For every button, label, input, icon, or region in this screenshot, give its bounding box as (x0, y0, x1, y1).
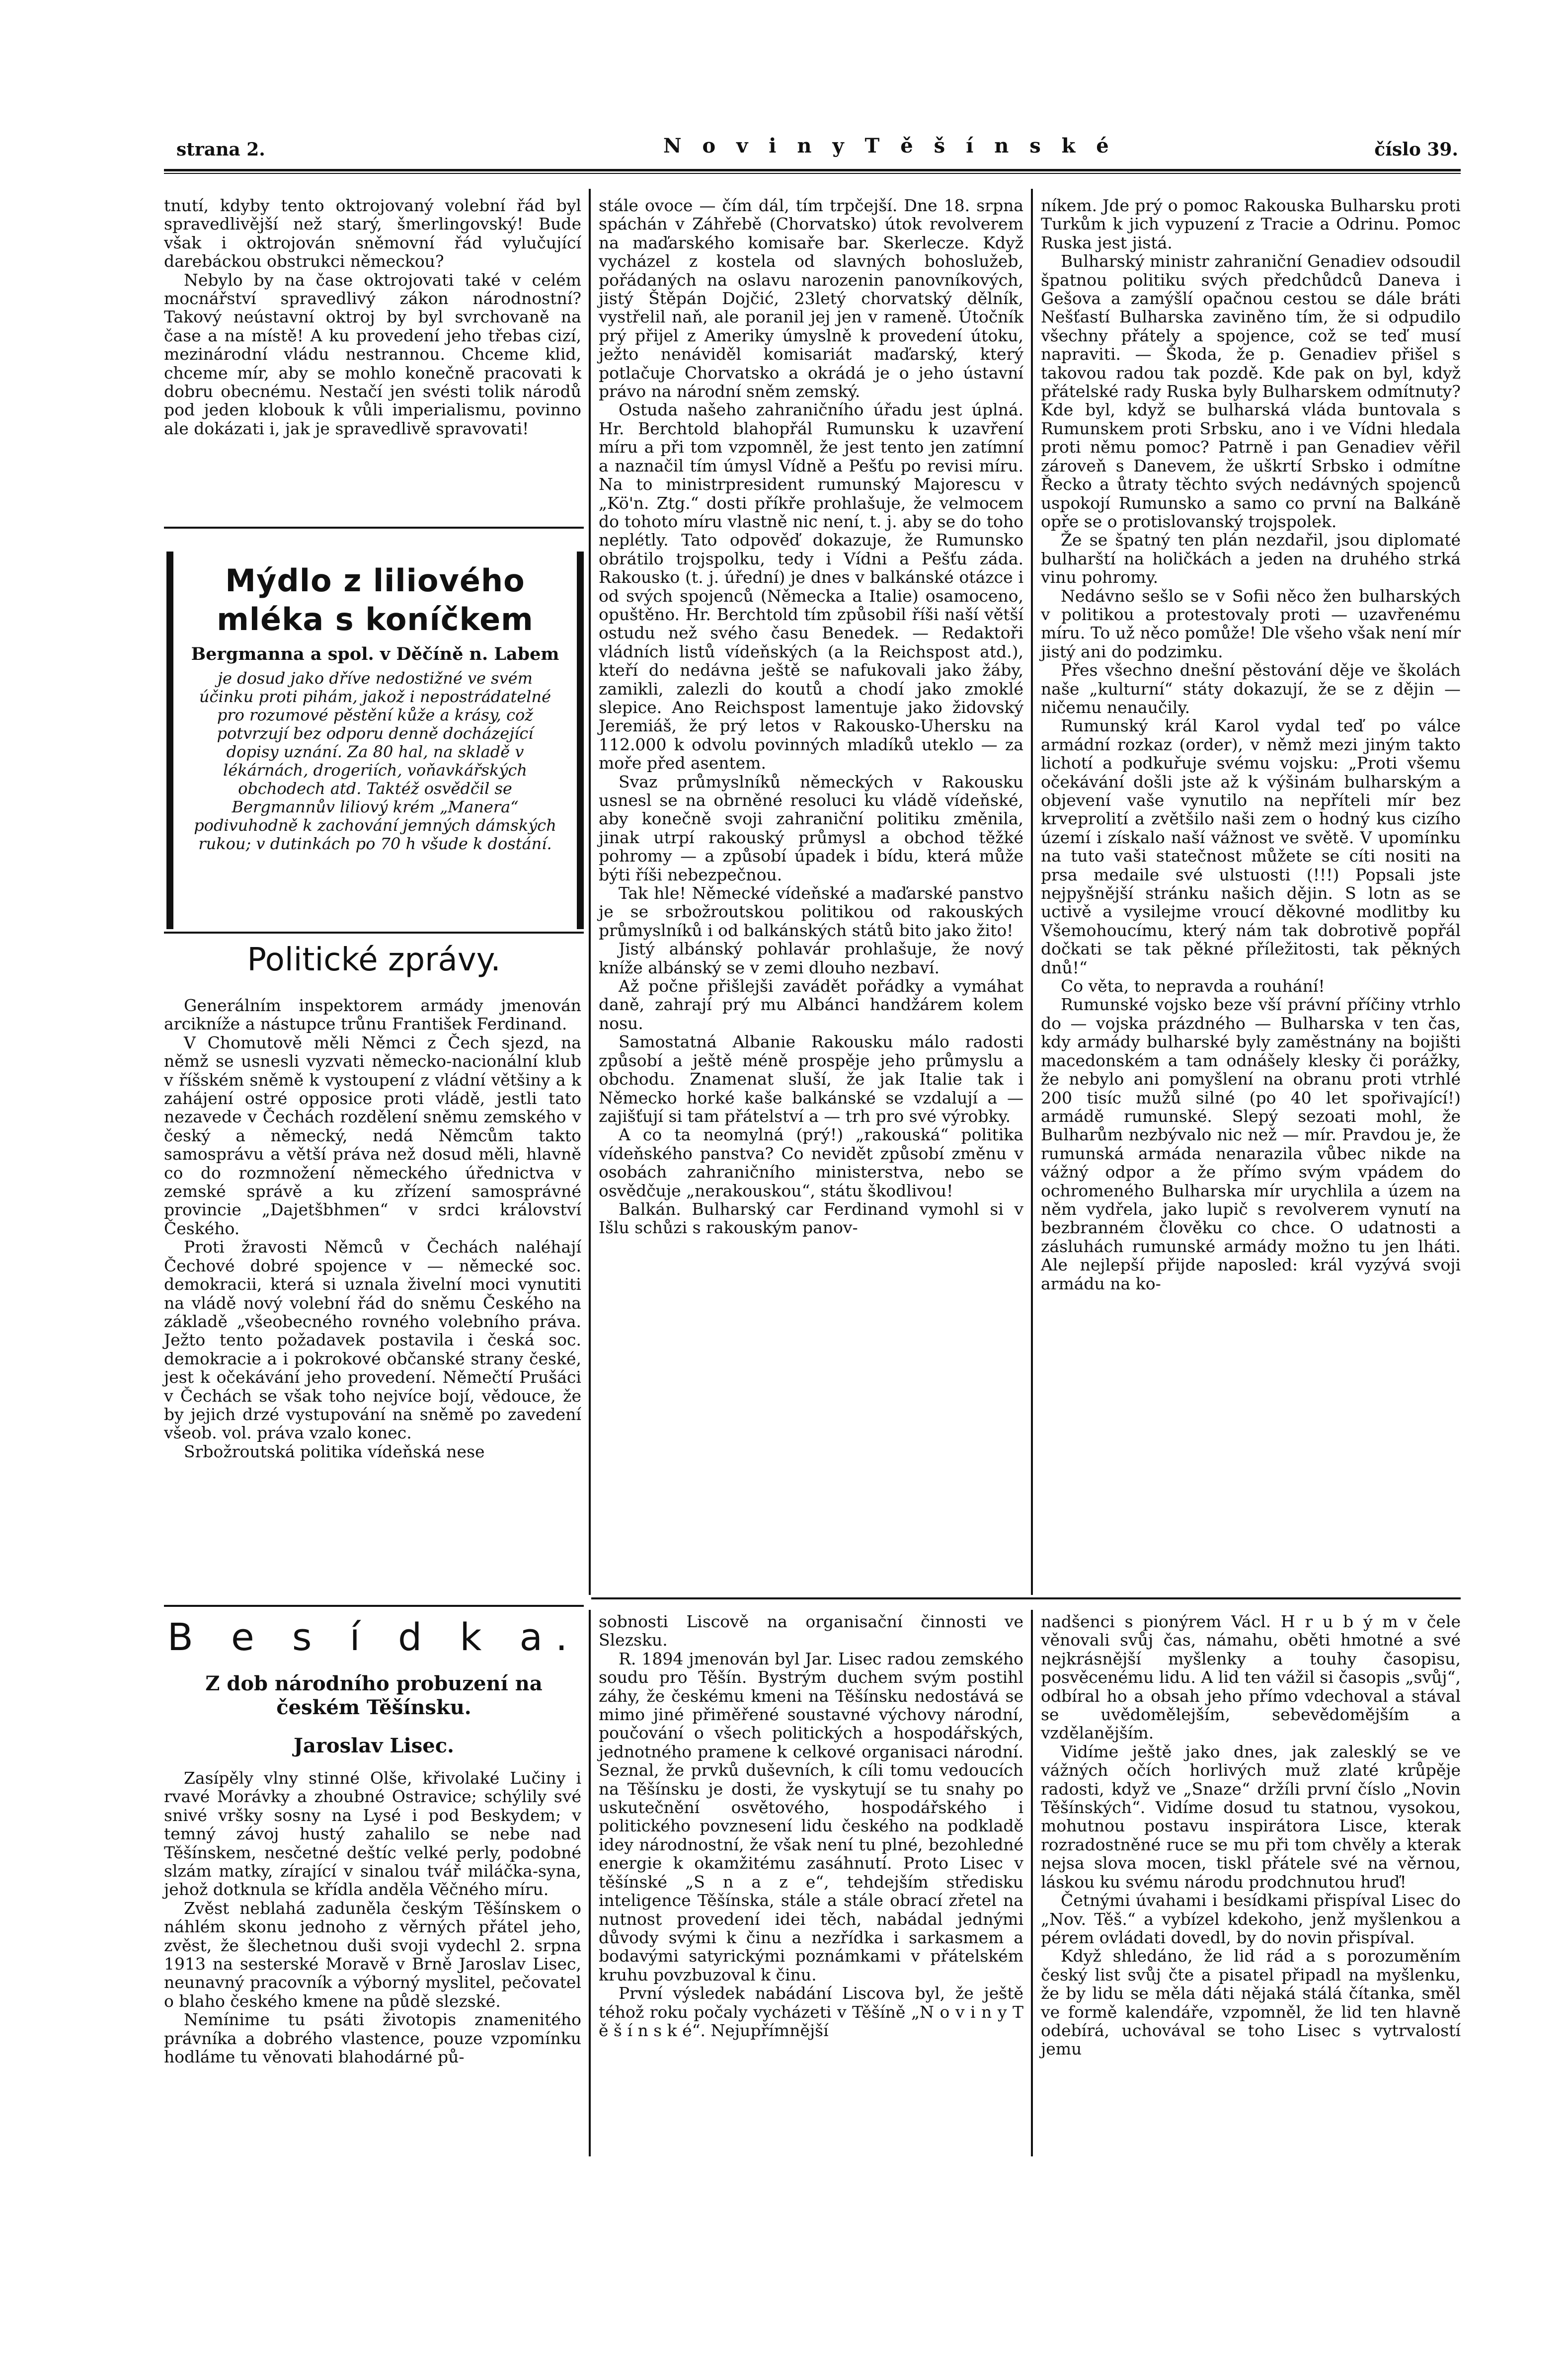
column-3-top (1041, 196, 1461, 1293)
column-separator (589, 189, 591, 1595)
column-3-besidka (1041, 1612, 1461, 2059)
ad-rule-top (164, 527, 584, 529)
ad-maker: Bergmanna a spol. v Děčíně n. Labem (191, 644, 559, 664)
paragraph: Rumunský král Karol vydal teď po válce armádní rozkaz (order), v němž mezi jiným takto lichotí a podkuřuje svému vojsku: „Proti všemu očekávání došli jste až k výšinám bulharským a objevení vaše vynutilo na nepříteli mír bez krveprolití a zvětšilo naši zem o hodný kus cizího území i získalo naší vážnost ve světě. V upomínku na tuto vaši statečnost můžete se cíti nositi na prsa medaile své ulstuosti (!!!) Popsali jste nejpyšnější stránku našich dějin. S lotn as se uctivě a vysilejme vroucí děkovné modlitby ku Všemohoucímu, který nám tak dobrotivě popřál dočkati se tak pěkné příležitosti, tak pěkných dnů!“ (1041, 716, 1461, 977)
paragraph: Nebylo by na čase oktrojovati také v celém mocnářství spravedlivý zákon národnostní? Takový neústavní oktroj by byl svrchovaně na čase a na místě! A ku provedení jeho třebas cizí, mezinárodní vládu nestrannou. Chceme klid, chceme mír, aby se mohlo konečně pracovati k dobru obecnému. Nestačí jen svésti tolik národů pod jeden klobouk k vůli imperialismu, povinno ale dokázati i, jak je spravedlivě spravovati! (164, 270, 581, 438)
paragraph: Vidíme ještě jako dnes, jak zalesklý se ve vážných očích horlivých muž zlaté krůpěje radosti, když ve „Snaze“ držíli první číslo „Novin Těšínských“. Vidíme dosud tu statnou, vysokou, mohutnou postavu inspirátora Lisce, kterak rozradostněné ruce se mu při tom chvěly a kterak nejsa slova mocen, tiskl přátele své na věrnou, láskou ku svému národu prodchnutou hruď! (1041, 1742, 1461, 1892)
paragraph: Že se špatný ten plán nezdařil, jsou diplomaté bulharští na holičkách a jeden na druhého strká vinu pohromy. (1041, 530, 1461, 587)
paragraph: Srbožroutská politika vídeňská nese (184, 1441, 485, 1461)
column-separator (589, 1610, 591, 2156)
paragraph: Zvěst neblahá zaduněla českým Těšínskem o náhlém skonu jednoho z věrných přátel jeho, zvěst, že šlechetnou duši svoji vydechl 2. srpna 1913 na sesterské Moravě v Brně Jaroslav Lisec, neunavný pracovník a výborný myslitel, pečovatel o blaho českého kmene na půdě slezské. (164, 1898, 581, 2011)
column-1-politics (164, 996, 581, 1461)
paragraph: stále ovoce — čím dál, tím trpčejší. Dne 18. srpna spáchán v Záhřebě (Chorvatsko) útok revolverem na maďarského komisaře bar. Skerlecze. Když vycházel z kostela od slavných bohoslužeb, pořádaných na oslavu narozenin panovníkových, jistý Štěpán Dojčić, 23letý chorvatský dělník, vystřelil naň, ale poranil jej jen v rameně. Útočník prý přijel z Ameriky úmyslně k provedení útoku, ježto nenáviděl komisariát maďarský, který potlačuje Chorvatsko a okrádá je o jeho ústavní právo na národní sněm zemský. (599, 196, 1023, 401)
paragraph: Zasípěly vlny stinné Olše, křivolaké Lučiny i rvavé Morávky a zhoubné Ostravice; schýlily své snivé vršky sosny na Lysé i pod Beskydem; v temný závoj hustý zahalilo se nebe nad Těšínskem, nesčetné deštíc velké perly, podobné slzám matky, zírající v sinalou tvář miláčka-syna, jehož dotknula se křídla anděla Věčného míru. (164, 1768, 581, 1900)
advertisement (166, 552, 584, 929)
header-rule-thin (164, 173, 1461, 174)
ad-text: je dosud jako dříve nedostižné ve svém účinku proti pihám, jakož i nepostrádatelné pro rozumové pěstění kůže a krásy, což potvrzují bez odporu denně docházející dopisy uznání. Za 80 hal, na skladě v lékárnách, drogeriích, voňavkářských obchodech atd. Taktéž osvědčil se Bergmannův liliový krém „Manera“ podivuhodně k zachování jemných dámských rukou; v dutinkách po 70 h všude k dostání. (194, 669, 556, 853)
paragraph: Samostatná Albanie Rakousku málo radosti způsobí a ještě méně prospěje jeho průmyslu a obchodu. Znamenat sluší, že jak Italie tak i Německo horké kaše balkánské se vzdalují a — zajišťují si tam přátelství a — trh pro své výrobky. (599, 1032, 1023, 1126)
paragraph: Proti žravosti Němců v Čechách naléhají Čechové dobré spojence v — německé soc. demokracii, která si uznala živelní moci vynutiti na vládě nový volební řád do sněmu Českého na základě „všeobecného rovného volebního práva. Ježto tento požadavek postavila i česká soc. demokracie a i pokrokové občanské strany české, jest k očekávání jeho provedení. Němečtí Prušáci v Čechách se však toho nejvíce bojí, vědouce, že by jejich drzé vystupování na sněmě po zavedení všeob. vol. práva vzalo konec. (164, 1237, 581, 1443)
paragraph: Četnými úvahami i besídkami přispíval Lisec do „Nov. Těš.“ a vybízel kdekoho, jenž myšlenkou a pérem ovládati dovedl, by do novin přispíval. (1041, 1891, 1461, 1947)
paragraph: A co ta neomylná (prý!) „rakouská“ politika vídeňského panstva? Co nevidět způsobí změnu v osobách zahraničního ministerstva, nebo se osvědčuje „nerakouskou“, státu škodlivou! (599, 1125, 1023, 1200)
paragraph: Co věta, to nepravda a rouhání! (1061, 976, 1325, 996)
header-rule (164, 169, 1461, 171)
paragraph: sobnosti Liscově na organisační činnosti ve Slezsku. (599, 1612, 1023, 1650)
article-title: Z dob národního probuzení na českém Těšínsku. (205, 1672, 543, 1719)
paragraph: Generálním inspektorem armády jmenován arcikníže a nástupce trůnu František Ferdinand. (164, 996, 581, 1034)
ad-title: Mýdlo z liliového mléka s koníčkem (217, 562, 534, 637)
paragraph: Nemínime tu psáti životopis znamenitého právníka a dobrého vlastence, pouze vzpomínku hodláme tu věnovati blahodárné pů- (164, 2010, 581, 2067)
article-author: Jaroslav Lisec. (294, 1734, 454, 1757)
page-number: strana 2. (176, 139, 265, 160)
column-separator (1031, 189, 1033, 1595)
column-separator (1031, 1610, 1033, 2156)
paragraph: Balkán. Bulharský car Ferdinand vymohl si v Išlu schůzi s rakouským panov- (599, 1199, 1023, 1238)
paragraph: nadšenci s pionýrem Václ. H r u b ý m v čele věnovali svůj čas, námahu, oběti hmotné a své nejkrásnější myšlenky a touhy časopisu, posvěcenému lidu. A lid ten vážil si časopis „svůj“, odbíral ho a obsah jeho přímo vdechoval a stával se uvědomělejším, sebevědomějším a vzdělanějším. (1041, 1612, 1461, 1743)
paragraph: Přes všechno dnešní pěstování děje ve školách naše „kulturní“ státy dokazují, že se z dějin — ničemu nenaučily. (1041, 660, 1461, 717)
paragraph: Ostuda našeho zahraničního úřadu jest úplná. Hr. Berchtold blahopřál Rumunsku k uzavření míru a při tom vzpomněl, že jest tento jen zatímní a naznačil tím úmysl Vídně a Pešťu po revisi míru. Na to ministrpresident rumunský Majorescu v „Kö'n. Ztg.“ dosti příkře prohlašuje, že velmocem do tohoto míru vlastně nic není, t. j. aby se do toho neplétly. Tato odpověď dokazuje, že Rumunsko obrátilo trojspolku, tedy i Vídni a Pešťu záda. Rakousko (t. j. úřední) je dnes v balkánské otázce i od svých spojenců (Německa a Italie) osamoceno, opuštěno. Hr. Berchtold tím způsobil říši naší větší ostudu než svého času Benedek. — Redaktoři vládních listů vídeňských (a la Reichspost atd.), kteří do nedávna ještě se nafukovali jako žáby, zamikli, zalezli do koutů a chodí jako zmoklé slepice. Ano Reichspost lamentuje jako židovský Jeremiáš, že prý letos v Rakousko-Uhersku na 112.000 k odvolu povinných mladíků uteklo — za moře před asentem. (599, 400, 1023, 773)
paragraph: Když shledáno, že lid rád a s porozuměním český list svůj čte a pisatel připadl na myšlenku, že by lidu se měla dáti nějaká stálá čítanka, směl ve formě kalendáře, vzpomněl, že lid ten hlavně odebírá, uchovával se toho Lisec s vytrvalostí jemu (1041, 1946, 1461, 2059)
paragraph: Až počne přišlejši zavádět pořádky a vymáhat daně, zahrají prý mu Albánci handžárem kolem nosu. (599, 976, 1023, 1033)
page-header (176, 134, 1458, 164)
besidka-title: B e s í d k a. (167, 1615, 581, 1659)
paragraph: Svaz průmyslníků německých v Rakousku usnesl se na obrněné resoluci ku vládě vídeňské, aby konečně svoji zahraniční politiku změnila, jinak utrpí rakouský průmysl a obchod těžké pohromy — a způsobí úpadek i bídu, která může býti říši nebezpečnou. (599, 772, 1023, 884)
column-1-top (164, 196, 581, 438)
paragraph: Bulharský ministr zahraniční Genadiev odsoudil špatnou politiku svých předchůdců Daneva i Gešova a zamýšlí opačnou cestou se dále bráti Nešťastí Bulharska zaviněno tím, že si odpudilo všechny přátely a spojence, což se teď musí napraviti. — Škoda, že p. Genadiev přišel s takovou radou tak pozdě. Kde pak on byl, když přátelské rady Ruska byly Bulharskem odmítnuty? Kde byl, když se bulharská vláda buntovala s Rumunskem proti Srbsku, ano i ve Vídni hledala proti němu pomoc? Patrně i pan Genadiev věřil zároveň s Danevem, že uškrtí Srbsko i odmítne Řecko a ůtraty těchto svých nedávných spojenců uspokojí Rumunsko a samo co první na Balkáně opře se o protislovanský trojspolek. (1041, 251, 1461, 531)
paragraph: V Chomutově měli Němci z Čech sjezd, na němž se usnesli vyzvati německo-nacionální klub v říšském sněmě k vystoupení z vládní většiny a k zahájení ostré opposice proti vládě, jestli tato nezavede v Čechách rozdělení sněmu zemského v český a německý, nedá Němcům takto samosprávu a větší práva než dosud měli, hlavně co do rozmnožení německého úřednictva v zemské správě a ku zřízení samosprávné provincie „Dajetšbhmen“ v srdci království Českého. (164, 1032, 581, 1238)
paragraph: První výsledek nabádání Liscova byl, že ještě téhož roku počaly vycházeti v Těšíně „N o v i n y T ě š í n s k é“. Nejupřímnější (599, 1983, 1023, 2040)
column-2-top (599, 196, 1023, 1237)
paragraph: R. 1894 jmenován byl Jar. Lisec radou zemského soudu pro Těšín. Bystrým duchem svým postihl záhy, že českému kmeni na Těšínsku nedostává se mimo jiné přiměřené soustavné výchovy národní, poučování o všech politických a hospodářských, jednotného pramene k celkové organisaci národní. Seznal, že prvků duševních, k cíli tomu vedoucích na Těšínsku je dosti, že vyskytují se tu snahy po uskutečnění osvětového, hospodářského i politického povznesení lidu českého na podkladě idey národnostní, že však není tu plné, bezohledné energie k okamžitému zasáhnutí. Proto Lisec v těšínské „S n a z e“, tehdejším středisku inteligence Těšínska, stále a stále obrací zřetel na nutnost provedení idei těch, nabádal jednými důvody svými k činu a nezřídka i sarkasmem a bodavými satyrickými poznámkami v přátelském kruhu povzbuzoval k činu. (599, 1649, 1023, 1984)
paragraph: níkem. Jde prý o pomoc Rakouska Bulharsku proti Turkům k jich vypuzení z Tracie a Odrinu. Pomoc Ruska jest jistá. (1041, 196, 1461, 252)
ad-rule-bottom (164, 932, 584, 934)
paragraph: Tak hle! Německé vídeňské a maďarské panstvo je se srbožroutskou politikou od rakouských průmyslníků i od balkánských států bito jako žito! (599, 883, 1023, 940)
column-2-besidka (599, 1612, 1023, 2040)
paragraph: tnutí, kdyby tento oktrojovaný volební řád byl spravedlivější než starý, šmerlingovský! Bude však i oktrojován sněmovní řád vylučující darebáckou obstrukci německou? (164, 196, 581, 271)
newspaper-name: N o v i n y T ě š í n s k é (663, 134, 1116, 158)
issue-number: číslo 39. (1374, 139, 1458, 160)
besidka-rule (164, 1605, 584, 1607)
section-title-politics: Politické zprávy. (247, 942, 501, 978)
paragraph: Jistý albánský pohlavár prohlašuje, že nový kníže albánský se v zemi dlouho nezbaví. (599, 939, 1023, 977)
paragraph: Rumunské vojsko beze vší právní příčiny vtrhlo do — vojska prázdného — Bulharska v ten čas, kdy armády bulharské byly zaměstnány na bojišti macedonském a tam odnášely klesky či porážky, že nebylo ani pomyšlení na obranu proti vtrhlé 200 tisíc mužů silné (po 40 let spořivající!) armádě rumunské. Slepý sezoati mohl, že Bulharům nezbývalo nic než — mír. Pravdou je, že rumunská armáda nenarazila vůbec nikde na vážný odpor a že přímo svým vpádem do ochromeného Bulharska mír urychlila a územ na něm vydřela, jako lupič s revolverem vynutí na bezbranném člověku co chce. O udatnosti a zásluhách rumunské armády možno tu jen lháti. Ale nejlepší přijde naposled: král vyzývá svoji armádu na ko- (1041, 995, 1461, 1293)
column-1-besidka (164, 1769, 581, 2066)
paragraph: Nedávno sešlo se v Sofii něco žen bulharských v politikou a protestovaly proti — uzavřenému míru. To už něco pomůže! Dle všeho však není mír jistý ani do podzimku. (1041, 586, 1461, 661)
section-rule (591, 1597, 1461, 1599)
